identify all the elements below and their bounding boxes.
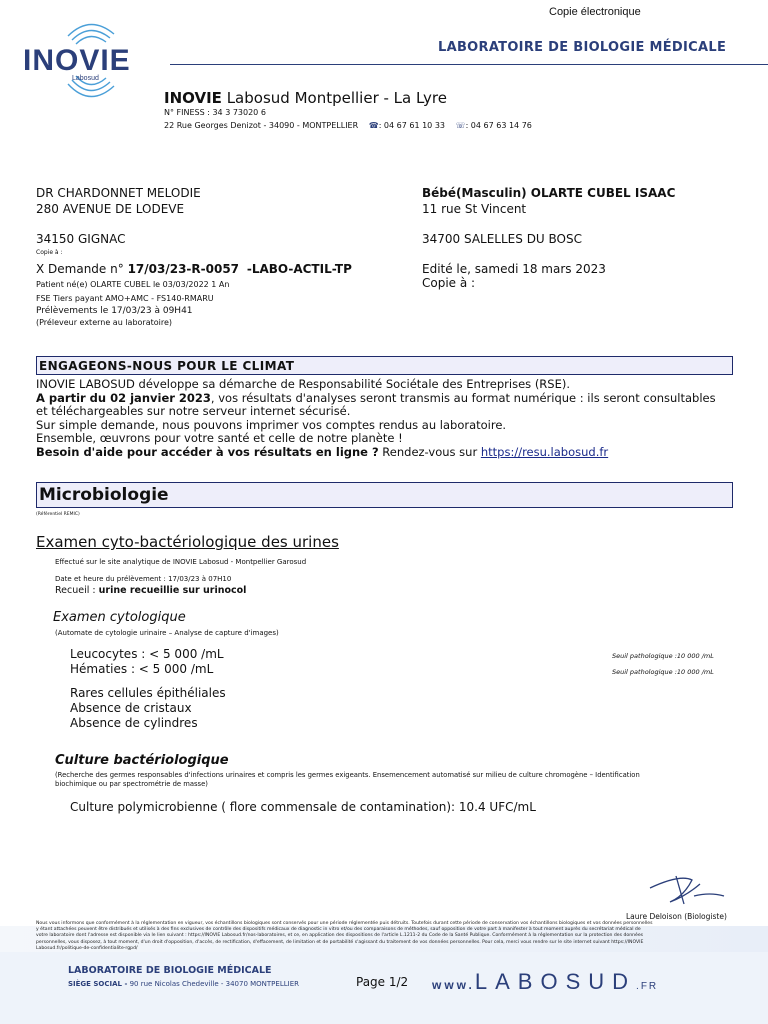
leucocytes-threshold: Seuil pathologique :10 000 /mL xyxy=(612,652,714,660)
inovie-logo xyxy=(20,14,160,112)
hematies-result: Hématies : < 5 000 /mL xyxy=(70,662,214,676)
footer-website[interactable]: www.LABOSUD.FR xyxy=(432,969,659,994)
lab-banner: LABORATOIRE DE BIOLOGIE MÉDICALE xyxy=(438,40,727,55)
legal-notice: Nous vous informons que conformément à la réglementation en vigueur, vos échantillons biologiques sont conservés pour une période réglementée puis détruits. Toutefois durant cette période de conservation vos échantillons biologiques et vos données personnelles y étant attachées peuvent être distribués et utilisés à des fins exclusives de contrôle des dispositifs médicaux de diagnostic in vitro et/ou des comparaisons de méthodes, sauf opposition de votre part à manifester à tout moment auprès du secrétariat médical de votre laboratoire dont l'adresse est disponible via le lien suivant : https://INOVIE Labosud.fr/nos-laboratoires, et ce, en application des dispositions de l'article L.1211-2 du Code de la Santé Publique. Conformément à la réglementation sur la protection des données personnelles, vous disposez, à tout moment, d'un droit d'opposition, d'accès, de rectification, d'effacement, de limitation et de portabilité s'agissant du traitement de vos données personnelles. Pour cela, merci vous rendre sur le site internet suivant https://INOVIE Labosud.fr/politique-de-confidentialite-rgpd/ xyxy=(36,921,653,951)
request-number: X Demande n° 17/03/23-R-0057 -LABO-ACTIL-TP xyxy=(36,262,352,276)
prescriber-copy: Copie à : xyxy=(36,249,63,256)
page-number: Page 1/2 xyxy=(356,975,409,989)
culture-method-2: biochimique ou par spectrométrie de masse) xyxy=(55,780,208,788)
patient-copy: Copie à : xyxy=(422,276,476,290)
signature-name: Laure Deloison (Biologiste) xyxy=(626,912,727,921)
sampler-external: (Préleveur externe au laboratoire) xyxy=(36,318,173,327)
section-header: Microbiologie xyxy=(36,482,733,508)
banner-divider xyxy=(170,64,768,65)
crystals-note: Absence de cristaux xyxy=(70,701,192,715)
prescriber-name: DR CHARDONNET MELODIE xyxy=(36,186,201,200)
exam-recueil: Recueil : urine recueillie sur urinocol xyxy=(55,585,247,596)
sampling-date: Prélèvements le 17/03/23 à 09H41 xyxy=(36,306,193,316)
leucocytes-result: Leucocytes : < 5 000 /mL xyxy=(70,647,224,661)
logo-brand: INOVIE xyxy=(23,44,131,77)
climate-text: INOVIE LABOSUD développe sa démarche de Responsabilité Sociétale des Entreprises (RSE). A partir du 02 janvier 2023, vos résultats d'analyses seront transmis au format numérique : ils seront consultables et téléchargeables sur notre serveur internet sécurisé. Sur simple demande, nous pouvons imprimer vos comptes rendus au laboratoire. Ensemble, œuvrons pour votre santé et celle de notre planète ! Besoin d'aide pour accéder à vos résultats en ligne ? Rendez-vous sur https://resu.labosud.fr xyxy=(36,377,716,459)
cytology-title: Examen cytologique xyxy=(53,610,186,625)
footer-lab: LABORATOIRE DE BIOLOGIE MÉDICALE xyxy=(68,965,272,976)
lab-finess: N° FINESS : 34 3 73020 6 xyxy=(164,108,266,117)
footer-hq: SIÈGE SOCIAL - 90 rue Nicolas Chedeville - 34070 MONTPELLIER xyxy=(68,980,299,988)
lab-name: INOVIE Labosud Montpellier - La Lyre xyxy=(164,89,447,107)
lab-contact: 22 Rue Georges Denizot - 34090 - MONTPELLIER ☎: 04 67 61 10 33 ☏: 04 67 63 14 76 xyxy=(164,121,532,130)
section-ref: (Référentiel REMIC) xyxy=(36,512,80,517)
culture-result: Culture polymicrobienne ( flore commensale de contamination): 10.4 UFC/mL xyxy=(70,800,536,814)
logo-sub: Labosud xyxy=(72,75,99,82)
patient-born: Patient né(e) OLARTE CUBEL le 03/03/2022 1 An xyxy=(36,280,230,289)
cytology-method: (Automate de cytologie urinaire – Analyse de capture d'images) xyxy=(55,629,279,637)
patient-city: 34700 SALELLES DU BOSC xyxy=(422,232,582,246)
results-link[interactable]: https://resu.labosud.fr xyxy=(480,444,609,459)
prescriber-street: 280 AVENUE DE LODEVE xyxy=(36,202,185,216)
fse-info: FSE Tiers payant AMO+AMC - FS140-RMARU xyxy=(36,294,214,303)
patient-name: Bébé(Masculin) OLARTE CUBEL ISAAC xyxy=(422,186,676,200)
phone-icon: ☎ xyxy=(368,121,379,130)
exam-datetime: Date et heure du prélèvement : 17/03/23 à 07H10 xyxy=(55,575,232,583)
patient-street: 11 rue St Vincent xyxy=(422,202,527,216)
culture-method-1: (Recherche des germes responsables d'infections urinaires et compris les germes exigeants. Ensemencement automatisé sur milieu de culture chromogène – Identification xyxy=(55,771,640,779)
copy-label: Copie électronique xyxy=(549,6,641,18)
exam-title: Examen cyto-bactériologique des urines xyxy=(36,533,339,551)
prescriber-city: 34150 GIGNAC xyxy=(36,232,126,246)
cylinders-note: Absence de cylindres xyxy=(70,716,198,730)
signature-image xyxy=(640,866,730,910)
edited-date: Edité le, samedi 18 mars 2023 xyxy=(422,262,606,276)
exam-site: Effectué sur le site analytique de INOVIE Labosud - Montpellier Garosud xyxy=(55,558,307,566)
culture-title: Culture bactériologique xyxy=(55,753,229,768)
fax-icon: ☏ xyxy=(455,121,466,130)
hematies-threshold: Seuil pathologique :10 000 /mL xyxy=(612,668,714,676)
epithelial-note: Rares cellules épithéliales xyxy=(70,686,226,700)
climate-header: ENGAGEONS-NOUS POUR LE CLIMAT xyxy=(36,356,733,375)
